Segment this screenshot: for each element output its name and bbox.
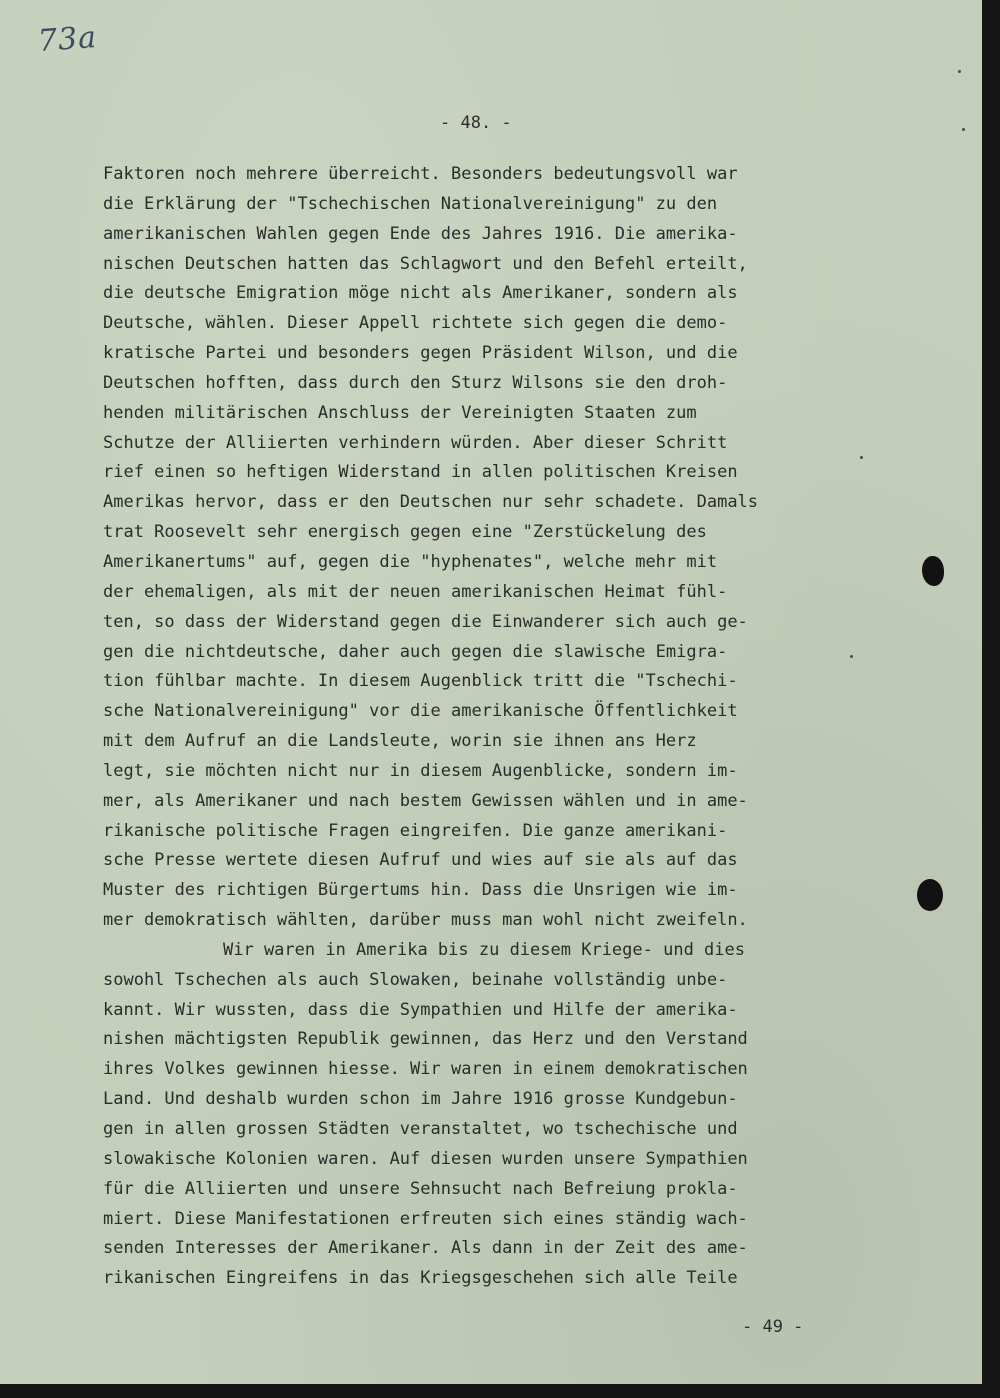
text-line: sche Nationalvereinigung" vor die amerikanische Öffentlichkeit [103, 701, 738, 722]
text-line: Wir waren in Amerika bis zu diesem Kriege- und dies [223, 939, 745, 960]
text-line: der ehemaligen, als mit der neuen amerikanischen Heimat fühl- [103, 581, 728, 602]
text-line: slowakische Kolonien waren. Auf diesen wurden unsere Sympathien [103, 1148, 748, 1169]
text-line: miert. Diese Manifestationen erfreuten sich eines ständig wach- [103, 1208, 748, 1229]
text-line: sche Presse wertete diesen Aufruf und wies auf sie als auf das [103, 850, 738, 871]
paper-speck [850, 655, 853, 658]
page-number-bottom: - 49 - [742, 1317, 804, 1337]
text-line: legt, sie möchten nicht nur in diesem Augenblicke, sondern im- [103, 760, 738, 781]
text-line: nischen Deutschen hatten das Schlagwort und den Befehl erteilt, [103, 253, 748, 274]
text-line: trat Roosevelt sehr energisch gegen eine "Zerstückelung des [103, 522, 707, 543]
text-line: Amerikanertums" auf, gegen die "hyphenates", welche mehr mit [103, 551, 718, 572]
text-line: kratische Partei und besonders gegen Präsident Wilson, und die [103, 343, 738, 364]
punch-hole [917, 879, 943, 911]
text-line: tion fühlbar machte. In diesem Augenblick tritt die "Tschechi- [103, 671, 738, 692]
handwritten-page-note: 73a [36, 19, 99, 60]
text-line: ten, so dass der Widerstand gegen die Einwanderer sich auch ge- [103, 611, 748, 632]
paper-speck [962, 128, 965, 131]
text-line: Schutze der Alliierten verhindern würden. Aber dieser Schritt [103, 432, 728, 453]
text-line: gen in allen grossen Städten veranstaltet, wo tschechische und [103, 1119, 738, 1139]
text-line: mit dem Aufruf an die Landsleute, worin sie ihnen ans Herz [103, 731, 697, 752]
text-line: nishen mächtigsten Republik gewinnen, das Herz und den Verstand [103, 1029, 748, 1050]
text-line: Faktoren noch mehrere überreicht. Besonders bedeutungsvoll war [103, 164, 738, 184]
text-line: mer, als Amerikaner und nach bestem Gewissen wählen und in ame- [103, 790, 748, 811]
punch-hole [922, 556, 944, 586]
body-text [103, 160, 878, 1294]
text-line: amerikanischen Wahlen gegen Ende des Jahres 1916. Die amerika- [103, 223, 738, 244]
text-line: Land. Und deshalb wurden schon im Jahre 1916 grosse Kundgebun- [103, 1089, 738, 1110]
text-line: henden militärischen Anschluss der Vereinigten Staaten zum [103, 402, 697, 423]
text-line: kannt. Wir wussten, dass die Sympathien und Hilfe der amerika- [103, 999, 738, 1020]
text-line: senden Interesses der Amerikaner. Als dann in der Zeit des ame- [103, 1238, 748, 1259]
paper-speck [958, 70, 961, 73]
text-line: rikanische politische Fragen eingreifen. Die ganze amerikani- [103, 820, 728, 841]
text-line: rikanischen Eingreifens in das Kriegsgeschehen sich alle Teile [103, 1268, 738, 1289]
text-line: die Erklärung der "Tschechischen Nationalvereinigung" zu den [103, 193, 718, 214]
text-line: Amerikas hervor, dass er den Deutschen nur sehr schadete. Damals [103, 492, 759, 513]
paper-speck [860, 456, 863, 459]
text-line: Muster des richtigen Bürgertums hin. Dass die Unsrigen wie im- [103, 880, 738, 901]
text-line: Deutsche, wählen. Dieser Appell richtete sich gegen die demo- [103, 313, 728, 334]
text-line: mer demokratisch wählten, darüber muss man wohl nicht zweifeln. [103, 910, 748, 931]
text-line: sowohl Tschechen als auch Slowaken, beinahe vollständig unbe- [103, 969, 728, 990]
text-line: Deutschen hofften, dass durch den Sturz Wilsons sie den droh- [103, 372, 728, 393]
text-line: die deutsche Emigration möge nicht als Amerikaner, sondern als [103, 283, 738, 304]
text-line: rief einen so heftigen Widerstand in allen politischen Kreisen [103, 462, 738, 483]
text-line: gen die nichtdeutsche, daher auch gegen die slawische Emigra- [103, 641, 728, 662]
paragraph-1 [103, 160, 878, 936]
text-line: für die Alliierten und unsere Sehnsucht nach Befreiung prokla- [103, 1178, 738, 1199]
text-line: ihres Volkes gewinnen hiesse. Wir waren in einem demokratischen [103, 1059, 748, 1080]
page-number-top: - 48. - [440, 113, 512, 133]
paragraph-2 [103, 936, 878, 1294]
